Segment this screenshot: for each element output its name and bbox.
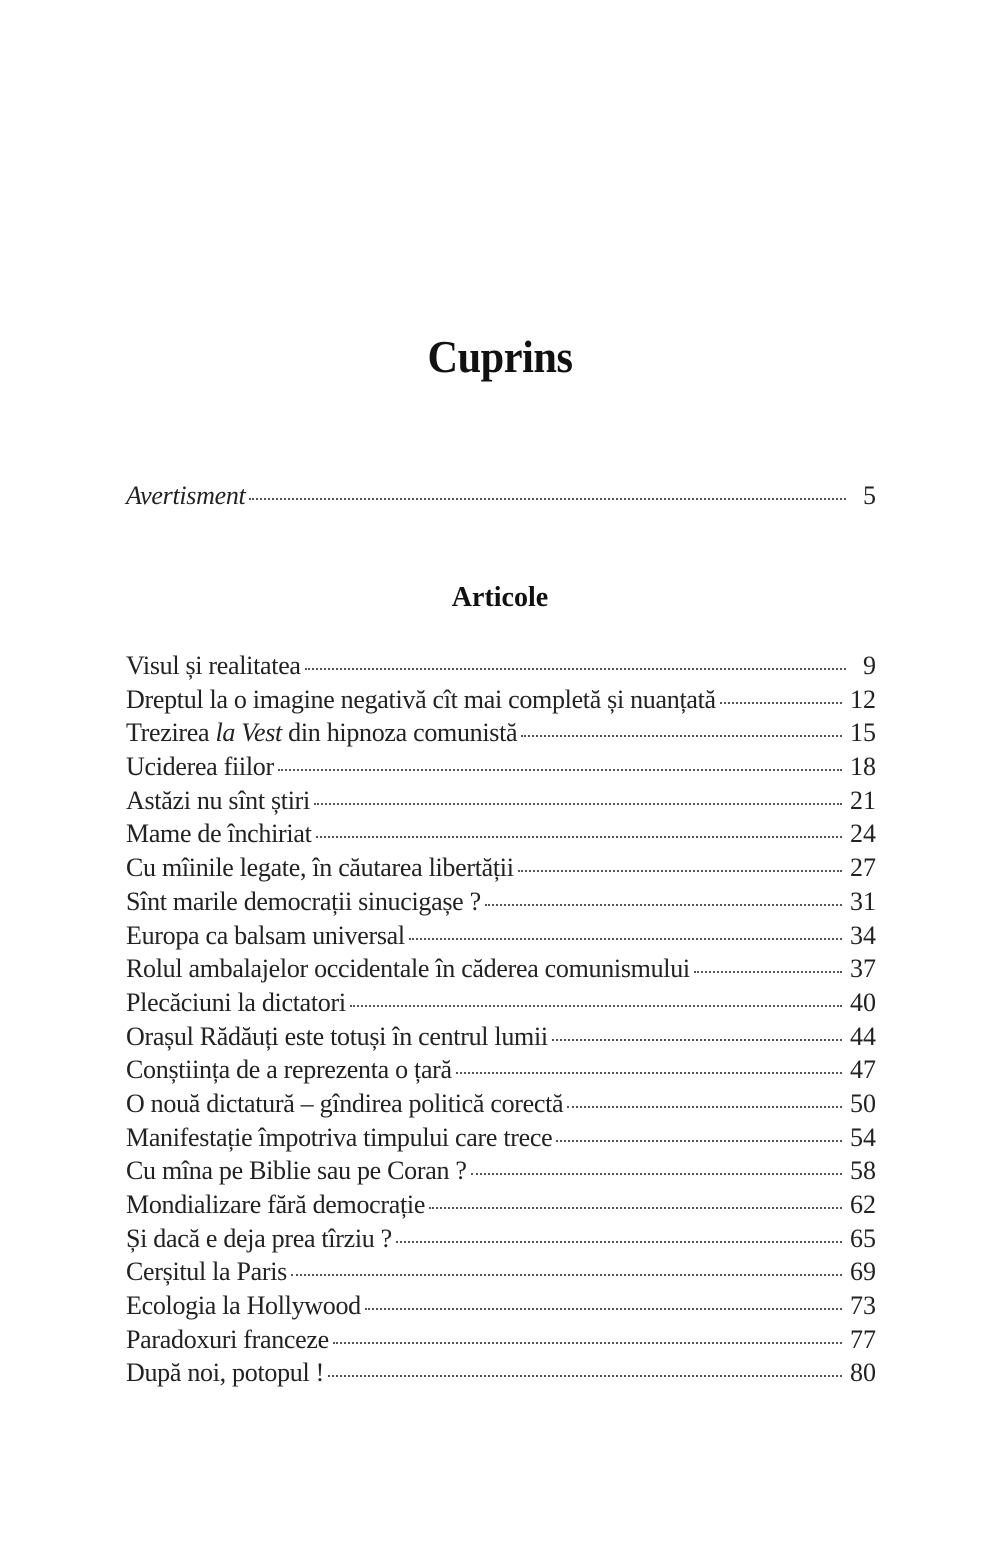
toc-entry[interactable] (126, 1322, 876, 1356)
toc-entry[interactable] (126, 1187, 876, 1221)
toc-entry-page: 15 (850, 718, 876, 748)
dot-leader (454, 1052, 846, 1078)
toc-entry-page: 77 (850, 1324, 876, 1354)
toc-entry-title: Orașul Rădăuți este totuși în centrul lumii (126, 1021, 548, 1051)
toc-entry[interactable] (126, 850, 876, 884)
toc-entry[interactable] (126, 648, 876, 682)
toc-entry-title: Sînt marile democrații sinucigașe ? (126, 886, 481, 916)
toc-entry-title: Visul și realitatea (126, 651, 301, 680)
title-part: Trezirea (126, 718, 216, 748)
toc-entry[interactable] (126, 783, 876, 817)
toc-entry[interactable] (126, 985, 876, 1019)
toc-entry-page: 34 (850, 920, 876, 950)
toc-entry[interactable] (126, 1052, 876, 1086)
page-title: Cuprins (427, 331, 573, 382)
title-italic-part: la Vest (215, 718, 282, 748)
toc-entry-page: 40 (850, 987, 876, 1017)
section-heading: Articole (451, 582, 549, 613)
toc-entry-page: 80 (850, 1358, 876, 1388)
toc-entry-page: 9 (863, 651, 876, 680)
dot-leader (516, 850, 846, 876)
toc-entry-title: Manifestație împotriva timpului care trece (126, 1122, 553, 1152)
toc-entry-page: 21 (850, 785, 876, 815)
toc-entry-title: Mame de închiriat (126, 819, 312, 849)
toc-entry[interactable] (126, 951, 876, 985)
toc-entry[interactable] (126, 1086, 876, 1120)
toc-entry-title: Europa ca balsam universal (126, 920, 405, 950)
toc-entry-page: 24 (850, 819, 876, 849)
toc-entry[interactable] (126, 1221, 876, 1255)
toc-entry-page: 5 (863, 481, 876, 510)
toc-entry-page: 18 (850, 752, 876, 782)
toc-entry-title: Ecologia la Hollywood (126, 1291, 361, 1321)
dot-leader (554, 1120, 846, 1146)
toc-entry-title: Paradoxuri franceze (126, 1324, 329, 1354)
toc-entry[interactable] (126, 749, 876, 783)
toc-entry-page: 65 (850, 1223, 876, 1253)
toc-entry-title: Cu mîinile legate, în căutarea libertății (126, 853, 514, 883)
dot-leader (303, 648, 850, 674)
toc-entry-title: Uciderea fiilor (126, 752, 274, 782)
dot-leader (247, 478, 850, 504)
toc-entry-page: 31 (850, 886, 876, 916)
toc-entry-page: 37 (850, 954, 876, 984)
toc-entry-title: Cerșitul la Paris (126, 1257, 287, 1287)
toc-articles (126, 648, 876, 1389)
toc-entry[interactable] (126, 1153, 876, 1187)
dot-leader (326, 1355, 846, 1381)
toc-entry-page: 58 (850, 1156, 876, 1186)
dot-leader (427, 1187, 846, 1213)
dot-leader (469, 1153, 846, 1179)
toc-entry-page: 69 (850, 1257, 876, 1287)
toc-entry-page: 54 (850, 1122, 876, 1152)
dot-leader (312, 783, 846, 809)
dot-leader (692, 951, 846, 977)
toc-entry[interactable] (126, 884, 876, 918)
toc-entry[interactable] (126, 918, 876, 952)
dot-leader (331, 1322, 846, 1348)
toc-entry-title: Cu mîna pe Biblie sau pe Coran ? (126, 1156, 467, 1186)
dot-leader (483, 884, 846, 910)
toc-entry-title: Și dacă e deja prea tîrziu ? (126, 1223, 392, 1253)
toc-entry-title (126, 716, 519, 750)
toc-entry[interactable] (126, 1288, 876, 1322)
toc-entry[interactable] (126, 816, 876, 850)
toc-entry[interactable] (126, 1254, 876, 1288)
dot-leader (314, 816, 847, 842)
toc-entry-title: Dreptul la o imagine negativă cît mai completă și nuanțată (126, 684, 716, 714)
dot-leader (565, 1086, 846, 1112)
dot-leader (348, 985, 846, 1011)
toc-entry-page: 12 (850, 684, 876, 714)
toc-entry-page: 27 (850, 853, 876, 883)
toc-entry-title: Avertisment (126, 481, 246, 510)
toc-entry[interactable] (126, 715, 876, 749)
dot-leader (276, 749, 846, 775)
toc-entry-page: 47 (850, 1055, 876, 1085)
dot-leader (289, 1254, 846, 1280)
toc-entry[interactable] (126, 1019, 876, 1053)
toc-entry-page: 62 (850, 1190, 876, 1219)
toc-entry[interactable] (126, 1355, 876, 1389)
dot-leader (550, 1019, 846, 1045)
toc-entry-title: Plecăciuni la dictatori (126, 987, 346, 1017)
toc-entry[interactable] (126, 1120, 876, 1154)
toc-entry-title: Rolul ambalajelor occidentale în căderea comunismului (126, 954, 690, 984)
toc-entry-title: O nouă dictatură – gîndirea politică corectă (126, 1088, 564, 1118)
toc-entry-page: 50 (850, 1088, 876, 1118)
dot-leader (363, 1288, 846, 1314)
toc-entry[interactable] (126, 682, 876, 716)
toc-entry-page: 44 (850, 1021, 876, 1051)
toc-entry-avertisment[interactable] (126, 478, 876, 512)
dot-leader (407, 918, 846, 944)
dot-leader (519, 715, 846, 741)
toc-intro (126, 478, 876, 512)
title-part: din hipnoza comunistă (281, 718, 518, 748)
toc-entry-title: Astăzi nu sînt știri (126, 785, 310, 815)
toc-entry-title: După noi, potopul ! (126, 1358, 324, 1388)
dot-leader (718, 682, 846, 708)
toc-entry-page: 73 (850, 1291, 876, 1321)
dot-leader (394, 1221, 846, 1247)
toc-entry-title: Mondializare fără democrație (126, 1190, 426, 1219)
toc-entry-title: Conștiința de a reprezenta o țară (126, 1055, 452, 1085)
